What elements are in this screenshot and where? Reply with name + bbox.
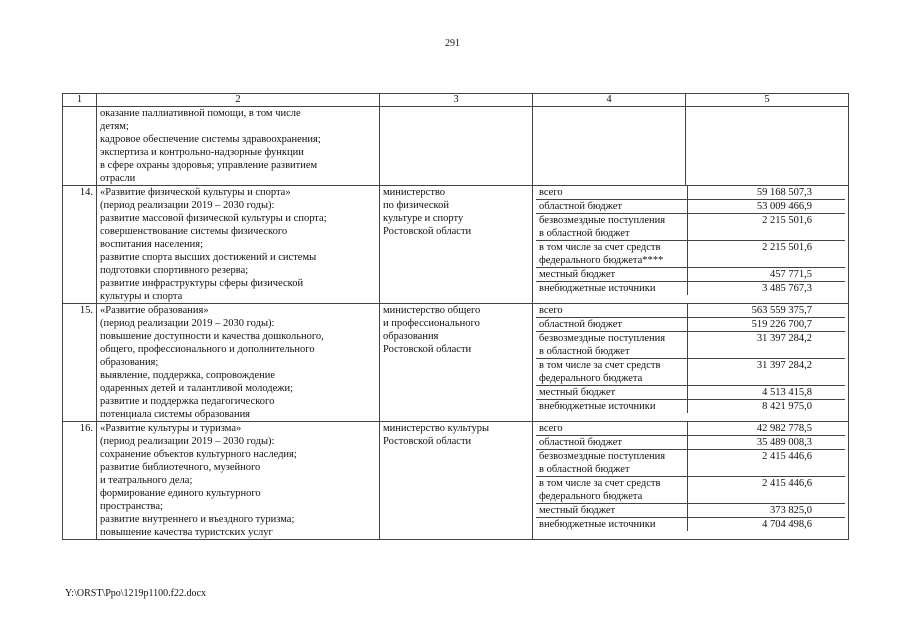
- finance-amount: 31 397 284,2: [688, 332, 846, 359]
- finance-amount: 457 771,5: [688, 268, 846, 282]
- finance-source-line: местный бюджет: [539, 505, 616, 516]
- ministry-line: и профессионального: [383, 318, 480, 329]
- ministry-cell: [380, 107, 533, 186]
- finance-source: [536, 450, 688, 477]
- description-line: развитие спорта высших достижений и системы: [100, 252, 317, 263]
- finance-source: [536, 400, 688, 414]
- description-line: оказание паллиативной помощи, в том числе: [100, 108, 301, 119]
- finance-amount: 4 704 498,6: [762, 519, 812, 530]
- description-line: выявление, поддержка, сопровождение: [100, 370, 276, 381]
- ministry-line: министерство: [383, 187, 446, 198]
- responsible-ministry: [380, 186, 533, 304]
- finance-row: [536, 477, 845, 504]
- description-line: (период реализации 2019 – 2030 годы):: [100, 318, 275, 329]
- description-line: повышение доступности и качества дошкольного,: [100, 331, 324, 342]
- page-number: 291: [445, 38, 460, 49]
- finance-table: [536, 422, 845, 531]
- finance-source-line: всего: [539, 187, 563, 198]
- finance-label-cell: [533, 107, 686, 186]
- finance-source-line: в областной бюджет: [539, 346, 630, 357]
- description-line: одаренных детей и талантливой молодежи;: [100, 383, 294, 394]
- finance-amount: 2 415 446,6: [688, 450, 846, 477]
- program-row: [63, 422, 849, 540]
- finance-table: [536, 304, 845, 413]
- description-line: развитие и поддержка педагогического: [100, 396, 275, 407]
- finance-amount: 53 009 466,9: [688, 200, 846, 214]
- finance-source: [536, 518, 688, 532]
- description-line: развитие массовой физической культуры и спорта;: [100, 213, 327, 224]
- description-line: общего, профессионального и дополнительного: [100, 344, 315, 355]
- finance-source-line: в том числе за счет средств: [539, 360, 661, 371]
- finance-source: [536, 318, 688, 332]
- program-row: [63, 304, 849, 422]
- description-line: повышение качества туристских услуг: [100, 527, 273, 538]
- ministry-line: министерство общего: [383, 305, 481, 316]
- finance-source: [536, 282, 688, 296]
- ministry-line: Ростовской области: [383, 226, 472, 237]
- finance-source: [536, 214, 688, 241]
- finance-source: [536, 186, 688, 200]
- finance-source-line: в областной бюджет: [539, 228, 630, 239]
- description-line: потенциала системы образования: [100, 409, 251, 420]
- finance-source-line: в областной бюджет: [539, 464, 630, 475]
- finance-amount: 3 485 767,3: [762, 283, 812, 294]
- finance-source-line: федерального бюджета: [539, 373, 643, 384]
- continuation-description: [97, 107, 380, 186]
- finance-source-line: безвозмездные поступления: [539, 215, 666, 226]
- finance-amount: 42 982 778,5: [688, 422, 846, 436]
- description-line: детям;: [100, 121, 129, 132]
- finance-source: [536, 477, 688, 504]
- ministry-line: Ростовской области: [383, 344, 472, 355]
- finance-amount: 4 513 415,8: [688, 386, 846, 400]
- description-line: кадровое обеспечение системы здравоохранения;: [100, 134, 321, 145]
- finance-source: [536, 332, 688, 359]
- finance-amount-cell: [686, 107, 849, 186]
- description-line: и театрального дела;: [100, 475, 193, 486]
- finance-row: [536, 214, 845, 241]
- finance-amount: 59 168 507,3: [688, 186, 846, 200]
- program-row: [63, 186, 849, 304]
- finance-row: [536, 186, 845, 200]
- description-line: подготовки спортивного резерва;: [100, 265, 249, 276]
- header-cell: 4: [533, 94, 686, 107]
- description-line: «Развитие культуры и туризма»: [100, 423, 242, 434]
- ministry-line: Ростовской области: [383, 436, 472, 447]
- finance-cell: [533, 304, 849, 422]
- programs-table: [62, 93, 849, 540]
- finance-amount: 563 559 375,7: [688, 304, 846, 318]
- program-description: [97, 304, 380, 422]
- number-cell: [63, 107, 97, 186]
- responsible-ministry: [380, 422, 533, 540]
- finance-source-line: местный бюджет: [539, 387, 616, 398]
- finance-source-line: областной бюджет: [539, 319, 622, 330]
- finance-amount: 373 825,0: [688, 504, 846, 518]
- finance-row: [536, 518, 845, 532]
- finance-source-line: всего: [539, 423, 563, 434]
- finance-row: [536, 400, 845, 414]
- description-line: образования;: [100, 357, 159, 368]
- finance-row: [536, 200, 845, 214]
- finance-amount: 2 415 446,6: [688, 477, 846, 504]
- description-line: «Развитие образования»: [100, 305, 209, 316]
- description-line: в сфере охраны здоровья; управление развитием: [100, 160, 318, 171]
- description-line: воспитания населения;: [100, 239, 203, 250]
- finance-amount: 2 215 501,6: [688, 241, 846, 268]
- header-cell: 2: [97, 94, 380, 107]
- header-cell: 5: [686, 94, 849, 107]
- description-line: (период реализации 2019 – 2030 годы):: [100, 436, 275, 447]
- finance-source: [536, 200, 688, 214]
- finance-table: [536, 186, 845, 295]
- finance-source: [536, 241, 688, 268]
- finance-source: [536, 268, 688, 282]
- finance-source-line: в том числе за счет средств: [539, 478, 661, 489]
- table-header-row: [63, 94, 849, 107]
- finance-amount: 2 215 501,6: [688, 214, 846, 241]
- finance-source-line: в том числе за счет средств: [539, 242, 661, 253]
- description-line: сохранение объектов культурного наследия;: [100, 449, 297, 460]
- finance-source-line: внебюджетные источники: [539, 283, 656, 294]
- finance-amount: 35 489 008,3: [688, 436, 846, 450]
- continuation-row: [63, 107, 849, 186]
- finance-source-line: безвозмездные поступления: [539, 451, 666, 462]
- finance-row: [536, 318, 845, 332]
- finance-row: [536, 386, 845, 400]
- finance-row: [536, 359, 845, 386]
- description-line: культуры и спорта: [100, 291, 183, 302]
- footer-file-path: Y:\ORST\Ppo\1219p1100.f22.docx: [65, 588, 206, 599]
- finance-cell: [533, 422, 849, 540]
- header-cell: 3: [380, 94, 533, 107]
- finance-source-line: безвозмездные поступления: [539, 333, 666, 344]
- description-line: развитие внутреннего и въездного туризма;: [100, 514, 295, 525]
- finance-source: [536, 422, 688, 436]
- finance-amount: 31 397 284,2: [688, 359, 846, 386]
- description-line: развитие библиотечного, музейного: [100, 462, 261, 473]
- responsible-ministry: [380, 304, 533, 422]
- finance-source: [536, 436, 688, 450]
- finance-row: [536, 241, 845, 268]
- finance-row: [536, 422, 845, 436]
- header-cell: 1: [63, 94, 97, 107]
- description-line: экспертиза и контрольно-надзорные функции: [100, 147, 304, 158]
- finance-source: [536, 504, 688, 518]
- finance-source: [536, 359, 688, 386]
- finance-source: [536, 304, 688, 318]
- finance-row: [536, 450, 845, 477]
- finance-source-line: внебюджетные источники: [539, 401, 656, 412]
- finance-source-line: всего: [539, 305, 563, 316]
- finance-row: [536, 332, 845, 359]
- finance-row: [536, 304, 845, 318]
- finance-source: [536, 386, 688, 400]
- finance-source-line: внебюджетные источники: [539, 519, 656, 530]
- finance-source-line: областной бюджет: [539, 201, 622, 212]
- finance-source-line: местный бюджет: [539, 269, 616, 280]
- finance-amount: 519 226 700,7: [688, 318, 846, 332]
- ministry-line: образования: [383, 331, 439, 342]
- description-line: развитие инфраструктуры сферы физической: [100, 278, 304, 289]
- ministry-line: по физической: [383, 200, 449, 211]
- finance-row: [536, 504, 845, 518]
- finance-row: [536, 436, 845, 450]
- description-line: формирование единого культурного: [100, 488, 261, 499]
- description-line: «Развитие физической культуры и спорта»: [100, 187, 291, 198]
- finance-row: [536, 282, 845, 296]
- finance-cell: [533, 186, 849, 304]
- program-description: [97, 186, 380, 304]
- finance-source-line: федерального бюджета: [539, 491, 643, 502]
- finance-amount: 8 421 975,0: [762, 401, 812, 412]
- finance-source-line: федерального бюджета****: [539, 255, 664, 266]
- description-line: пространства;: [100, 501, 163, 512]
- description-line: (период реализации 2019 – 2030 годы):: [100, 200, 275, 211]
- program-number: 15.: [63, 304, 97, 422]
- program-number: 16.: [63, 422, 97, 540]
- ministry-line: министерство культуры: [383, 423, 490, 434]
- description-line: отрасли: [100, 173, 136, 184]
- ministry-line: культуре и спорту: [383, 213, 464, 224]
- finance-source-line: областной бюджет: [539, 437, 622, 448]
- program-number: 14.: [63, 186, 97, 304]
- program-description: [97, 422, 380, 540]
- finance-row: [536, 268, 845, 282]
- description-line: совершенствование системы физического: [100, 226, 288, 237]
